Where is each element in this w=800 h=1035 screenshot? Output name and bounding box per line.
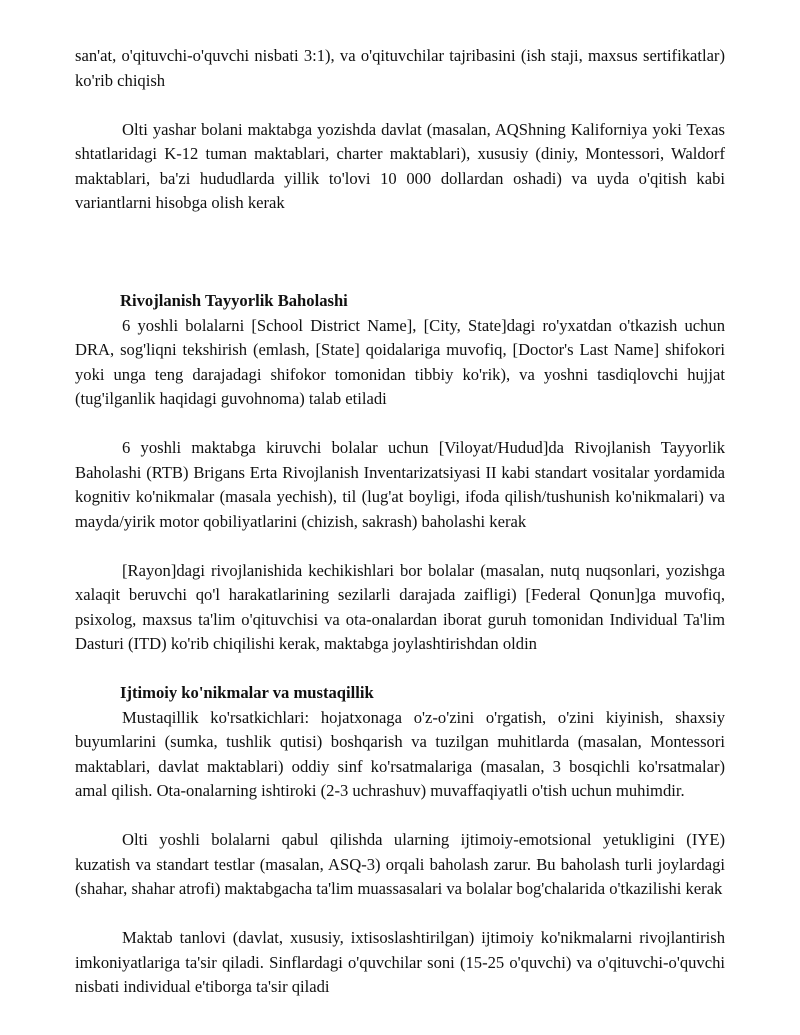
paragraph-school-choice: Maktab tanlovi (davlat, xususiy, ixtisoslashtirilgan) ijtimoiy ko'nikmalarni rivojlantirish imkoniyatlariga ta'sir qiladi. Sinflardagi o'quvchilar soni (15-25 o'quvchi) va o'qituvchi-o'quvchi nisbati individual e'tiborga ta'sir qiladi — [75, 928, 725, 996]
paragraph-independence: Mustaqillik ko'rsatkichlari: hojatxonaga o'z-o'zini o'rgatish, o'zini kiyinish, shaxsiy buyumlarini (sumka, tushlik qutisi) boshqarish va tuzilgan muhitlarda (masalan, Montessori maktablari, davlat maktablari) oddiy sinf ko'rsatmalariga (masalan, 3 bosqichli ko'rsatmalar) amal qilish. Ota-onalarning ishtiroki (2-3 uchrashuv) muvaffaqiyatli o'tish uchun muhimdir. — [75, 707, 725, 800]
paragraph-iye: Olti yoshli bolalarni qabul qilishda ularning ijtimoiy-emotsional yetukligini (IYE) kuzatish va standart testlar (masalan, ASQ-3) orqali baholash zarur. Bu baholash turli joylardagi (shahar, shahar atrofi) maktabgacha ta'lim muassasalari va bolalar bog'chalarida o'tkazilishi kerak — [75, 830, 725, 898]
paragraph-registration: 6 yoshli bolalarni [School District Name], [City, State]dagi ro'yxatdan o'tkazish uchun DRA, sog'liqni tekshirish (emlash, [State] qoidalariga muvofiq, [Doctor's Last Name] shifokori yoki unga teng darajadagi shifokor tomonidan tibbiy ko'rik), va yoshni tasdiqlovchi hujjat (tug'ilganlik haqidagi guvohnoma) talab etiladi — [75, 315, 725, 408]
paragraph-rtb: 6 yoshli maktabga kiruvchi bolalar uchun [Viloyat/Hudud]da Rivojlanish Tayyorlik Baholashi (RTB) Brigans Erta Rivojlanish Inventarizatsiyasi II kabi standart vositalar yordamida kognitiv ko'nikmalar (masala yechish), til (lug'at boyligi, ifoda qilish/tushunish ko'nikmalari) va mayda/yirik motor qobiliyatlarini (chizish, sakrash) baholashi kerak — [75, 438, 725, 531]
paragraph-school-options: Olti yashar bolani maktabga yozishda davlat (masalan, AQShning Kaliforniya yoki Texas shtatlaridagi K-12 tuman maktablari, charter maktablari), xususiy (diniy, Montessori, Waldorf maktablari, ba'zi hududlarda yillik to'lovi 10 000 dollardan oshadi) va uyda o'qitish kabi variantlarni hisobga olish kerak — [75, 119, 725, 212]
paragraph-itd: [Rayon]dagi rivojlanishida kechikishlari bor bolalar (masalan, nutq nuqsonlari, yozishga xalaqit beruvchi qo'l harakatlarining sezilarli darajada zaifligi) [Federal Qonun]ga muvofiq, psixolog, maxsus ta'lim o'qituvchisi va ota-onalardan iborat guruh tomonidan Individual Ta'lim Dasturi (ITD) ko'rib chiqilishi kerak, maktabga joylashtirishdan oldin — [75, 560, 725, 653]
document-page — [75, 44, 725, 1024]
section-gap — [75, 240, 725, 289]
paragraph-continuation: san'at, o'qituvchi-o'quvchi nisbati 3:1), va o'qituvchilar tajribasini (ish staji, maxsus sertifikatlar) ko'rib chiqish — [75, 46, 725, 90]
section-heading-readiness: Rivojlanish Tayyorlik Baholashi — [120, 291, 348, 310]
section-heading-social-skills: Ijtimoiy ko'nikmalar va mustaqillik — [120, 683, 374, 702]
